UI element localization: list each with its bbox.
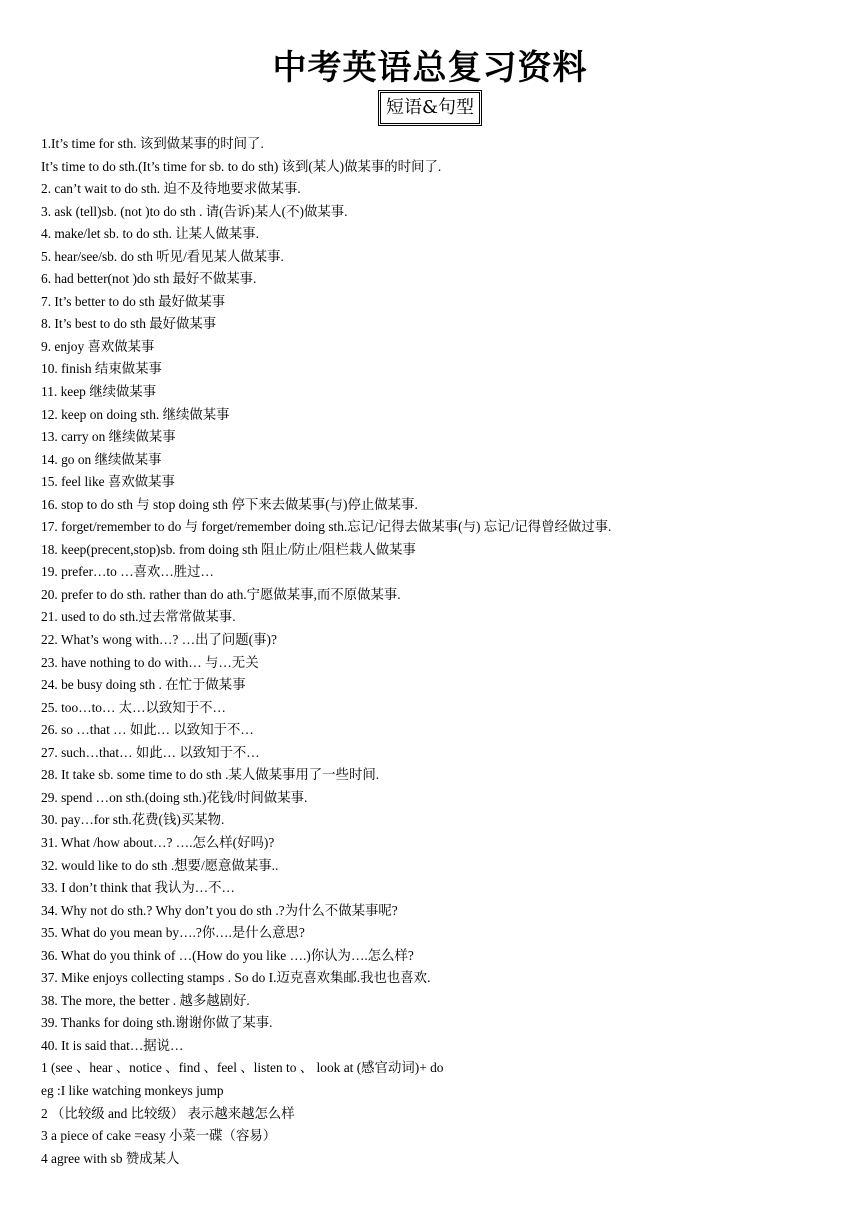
- phrase-list: [41, 133, 841, 1170]
- document-title: 中考英语总复习资料: [272, 48, 588, 88]
- phrase-line: 8. It’s best to do sth 最好做某事: [41, 316, 217, 332]
- phrase-line: 38. The more, the better . 越多越剧好.: [41, 992, 250, 1008]
- phrase-line: 23. have nothing to do with… 与…无关: [41, 654, 259, 670]
- phrase-line: 27. such…that… 如此… 以致知于不…: [41, 744, 260, 760]
- phrase-line: 26. so …that … 如此… 以致知于不…: [41, 722, 254, 738]
- phrase-line: 31. What /how about…? ….怎么样(好吗)?: [41, 834, 275, 850]
- phrase-line: 4. make/let sb. to do sth. 让某人做某事.: [41, 226, 259, 242]
- phrase-line: 36. What do you think of …(How do you like ….)你认为….怎么样?: [41, 947, 414, 963]
- phrase-line: 37. Mike enjoys collecting stamps . So do I.迈克喜欢集邮.我也也喜欢.: [41, 970, 431, 986]
- phrase-line: 15. feel like 喜欢做某事: [41, 474, 175, 490]
- phrase-line: 40. It is said that…据说…: [41, 1037, 184, 1053]
- phrase-line: 9. enjoy 喜欢做某事: [41, 338, 155, 354]
- phrase-line: 25. too…to… 太…以致知于不…: [41, 699, 226, 715]
- phrase-line: 7. It’s better to do sth 最好做某事: [41, 293, 226, 309]
- phrase-line: 24. be busy doing sth . 在忙于做某事: [41, 677, 246, 693]
- phrase-line: 30. pay…for sth.花费(钱)买某物.: [41, 812, 225, 828]
- phrase-line: 17. forget/remember to do 与 forget/remember doing sth.忘记/记得去做某事(与) 忘记/记得曾经做过事.: [41, 519, 612, 535]
- phrase-line: 18. keep(precent,stop)sb. from doing sth 阻止/防止/阻栏栽人做某事: [41, 541, 416, 557]
- phrase-line: 20. prefer to do sth. rather than do ath.宁愿做某事,而不原做某事.: [41, 586, 401, 602]
- phrase-line: eg :I like watching monkeys jump: [41, 1082, 224, 1098]
- phrase-line: 29. spend …on sth.(doing sth.)花钱/时间做某事.: [41, 789, 308, 805]
- phrase-line: 14. go on 继续做某事: [41, 451, 162, 467]
- phrase-line: 16. stop to do sth 与 stop doing sth 停下来去做某事(与)停止做某事.: [41, 496, 418, 512]
- phrase-line: 5. hear/see/sb. do sth 听见/看见某人做某事.: [41, 248, 284, 264]
- phrase-line: 3. ask (tell)sb. (not )to do sth . 请(告诉)某人(不)做某事.: [41, 203, 348, 219]
- phrase-line: 3 a piece of cake =easy 小菜一碟（容易）: [41, 1128, 277, 1144]
- phrase-line: 28. It take sb. some time to do sth .某人做某事用了一些时间.: [41, 767, 380, 783]
- phrase-line: 33. I don’t think that 我认为…不…: [41, 880, 235, 896]
- phrase-line: 6. had better(not )do sth 最好不做某事.: [41, 271, 257, 287]
- phrase-line: 19. prefer…to …喜欢…胜过…: [41, 564, 214, 580]
- phrase-line: 21. used to do sth.过去常常做某事.: [41, 609, 236, 625]
- phrase-line: 11. keep 继续做某事: [41, 384, 157, 400]
- phrase-line: 1 (see 、hear 、notice 、find 、feel 、listen to 、 look at (感官动词)+ do: [41, 1060, 444, 1076]
- phrase-line: 22. What’s wong with…? …出了问题(事)?: [41, 632, 277, 648]
- section-label: 短语&句型: [378, 90, 482, 126]
- phrase-line: 10. finish 结束做某事: [41, 361, 162, 377]
- phrase-line: 13. carry on 继续做某事: [41, 429, 176, 445]
- phrase-line: It’s time to do sth.(It’s time for sb. to do sth) 该到(某人)做某事的时间了.: [41, 158, 442, 174]
- phrase-line: 12. keep on doing sth. 继续做某事: [41, 406, 230, 422]
- phrase-line: 1.It’s time for sth. 该到做某事的时间了.: [41, 136, 264, 151]
- phrase-line: 4 agree with sb 赞成某人: [41, 1150, 180, 1166]
- phrase-line: 2 （比较级 and 比较级） 表示越来越怎么样: [41, 1105, 295, 1121]
- phrase-line: 32. would like to do sth .想要/愿意做某事..: [41, 857, 279, 873]
- phrase-line: 2. can’t wait to do sth. 迫不及待地要求做某事.: [41, 181, 301, 197]
- phrase-line: 39. Thanks for doing sth.谢谢你做了某事.: [41, 1015, 273, 1031]
- phrase-line: 34. Why not do sth.? Why don’t you do sth .?为什么不做某事呢?: [41, 902, 398, 918]
- phrase-line: 35. What do you mean by….?你….是什么意思?: [41, 925, 305, 941]
